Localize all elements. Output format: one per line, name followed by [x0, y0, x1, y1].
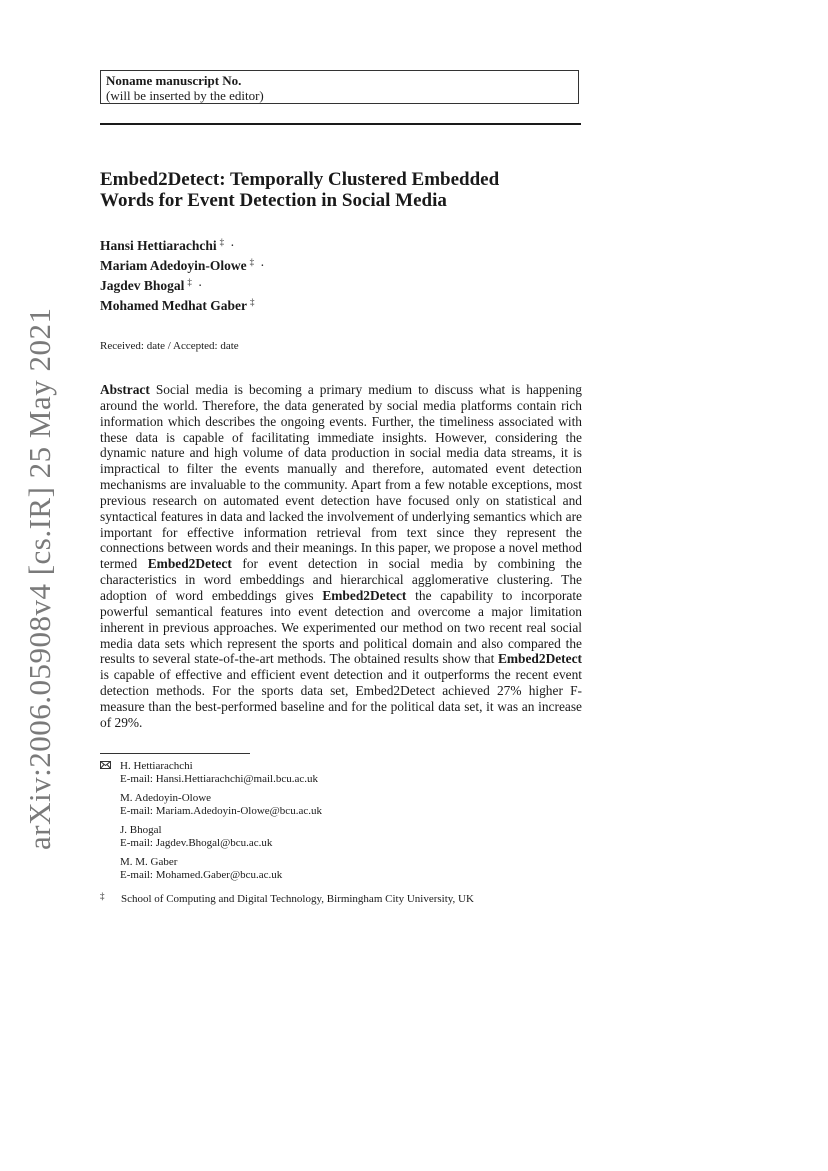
contact-name: H. Hettiarachchi — [120, 760, 193, 772]
method-name: Embed2Detect — [322, 587, 407, 603]
contact-item — [100, 856, 580, 882]
title-line-2: Words for Event Detection in Social Media — [100, 190, 447, 211]
author-affil-mark: ‡ — [249, 297, 255, 307]
affiliation — [100, 890, 580, 906]
manuscript-number: Noname manuscript No. — [106, 73, 242, 88]
arxiv-identifier: arXiv:2006.05908v4 [cs.IR] 25 May 2021 — [22, 307, 57, 850]
author-separator: · — [197, 278, 203, 293]
manuscript-note: (will be inserted by the editor) — [106, 88, 264, 103]
method-name: Embed2Detect — [497, 651, 582, 667]
method-name: Embed2Detect — [147, 556, 232, 572]
contact-email[interactable]: E-mail: Hansi.Hettiarachchi@mail.bcu.ac.uk — [120, 773, 318, 785]
abstract-text: Social media is becoming a primary medium to discuss what is happening around the world. Therefore, the data generated by social media platforms contain rich information which describes the ongoing events. Further, the timeliness associated with these data is capable of facilitating immediate insights. However, considering the dynamic nature and high volume of data production in social media data streams, it is impractical to filter the events manually and therefore, automated event detection mechanisms are invaluable to the community. Apart from a few notable exceptions, most previous research on automated event detection have focused only on statistical and syntactical features in data and lacked the involvement of underlying semantics which are important for effective information retrieval from text since they represent the connections between words and their meanings. In this paper, we propose a novel method termed — [100, 382, 582, 572]
header-rule — [100, 123, 581, 125]
author-item — [100, 294, 500, 314]
author-name: Mohamed Medhat Gaber — [100, 298, 247, 313]
author-name: Hansi Hettiarachchi — [100, 238, 217, 253]
contact-list — [100, 760, 580, 888]
contact-email[interactable]: E-mail: Mohamed.Gaber@bcu.ac.uk — [120, 869, 283, 881]
manuscript-box — [100, 70, 579, 104]
author-list — [100, 234, 500, 314]
abstract-text: for event detection in social media by combining the characteristics in word embeddings and hierarchical agglomerative clustering. The adoption of word embeddings gives — [100, 556, 582, 603]
abstract-label: Abstract — [100, 382, 150, 397]
affiliation-text: School of Computing and Digital Technology, Birmingham City University, UK — [121, 893, 474, 905]
author-affil-mark: ‡ — [187, 277, 192, 287]
author-name: Mariam Adedoyin-Olowe — [100, 258, 247, 273]
received-date: Received: date / Accepted: date — [100, 340, 239, 352]
author-name: Jagdev Bhogal — [100, 278, 185, 293]
contact-name: M. Adedoyin-Olowe — [120, 792, 212, 804]
author-item — [100, 234, 500, 254]
author-separator: · — [230, 238, 235, 253]
author-affil-mark: ‡ — [219, 237, 225, 247]
contact-email[interactable]: E-mail: Jagdev.Bhogal@bcu.ac.uk — [120, 837, 273, 849]
envelope-icon — [100, 761, 111, 769]
affiliation-mark: ‡ — [100, 891, 105, 901]
author-affil-mark: ‡ — [249, 257, 255, 267]
author-separator: · — [260, 258, 265, 273]
author-item — [100, 274, 500, 294]
contact-item — [100, 824, 580, 850]
abstract-text: the capability to incorporate powerful semantical features into event detection and overcome a major limitation inherent in previous approaches. We experimented our method on two recent real social media data sets which represent the sports and political domain and also compared the results to several state-of-the-art methods. The obtained results show that — [100, 587, 582, 667]
contact-item — [100, 792, 580, 818]
contact-email[interactable]: E-mail: Mariam.Adedoyin-Olowe@bcu.ac.uk — [120, 805, 322, 817]
footnote-rule — [100, 753, 250, 754]
paper-title — [100, 169, 580, 211]
title-line-1: Embed2Detect: Temporally Clustered Embedded — [100, 169, 500, 190]
contact-name: J. Bhogal — [120, 824, 162, 836]
contact-item — [100, 760, 580, 786]
author-item — [100, 254, 500, 274]
abstract — [100, 382, 582, 731]
abstract-text: is capable of effective and efficient event detection and it outperforms the recent event detection methods. For the sports data set, Embed2Detect achieved 27% higher F-measure than the best-performed baseline and for the political data set, it was an increase of 29%. — [100, 667, 582, 730]
contact-name: M. M. Gaber — [120, 856, 178, 868]
